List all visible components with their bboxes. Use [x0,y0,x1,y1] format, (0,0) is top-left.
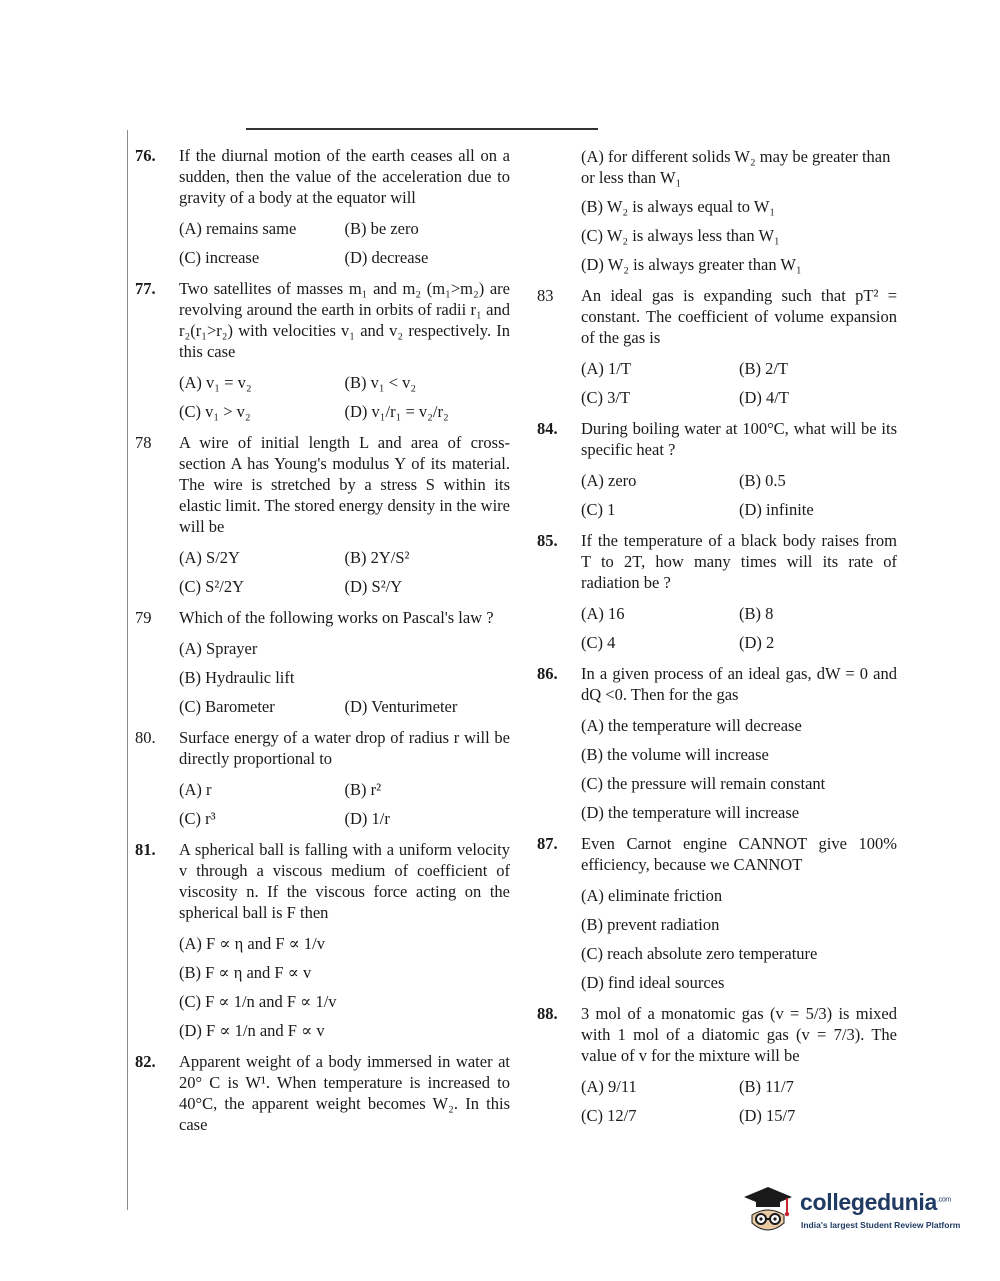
question-number: 80. [135,728,156,747]
answer-option: (B) 2/T [739,359,789,378]
options-list [581,466,897,524]
options-list [581,142,897,279]
question [537,530,897,657]
options-list [179,929,510,1045]
answer-option: (A) r [179,780,212,799]
answer-option: (B) 2Y/S² [344,548,410,567]
question-number: 87. [537,834,558,853]
answer-option: (A) F ∝ η and F ∝ 1/v [179,934,326,953]
answer-option: (C) the pressure will remain constant [581,774,826,793]
question-number: 88. [537,1004,558,1023]
question-number: 85. [537,531,558,550]
options-list [179,368,510,426]
options-list [179,634,510,721]
logo-wordmark: collegedunia [800,1189,937,1215]
answer-option: (B) v₁ < v₂ [344,373,417,392]
answer-option: (B) Hydraulic lift [179,668,295,687]
question [537,833,897,997]
answer-option: (D) 1/r [344,809,390,828]
question-text: 3 mol of a monatomic gas (v = 5/3) is mixed with 1 mol of a diatomic gas (v = 7/3). The value of v for the mixture will be [581,1004,897,1065]
options-list [581,711,897,827]
logo-tagline: India's largest Student Review Platform [801,1220,961,1230]
answer-option: (A) the temperature will decrease [581,716,802,735]
answer-option: (C) 1 [581,500,616,519]
answer-option: (A) remains same [179,219,297,238]
question [537,285,897,412]
options-list [581,881,897,997]
question-number: 86. [537,664,558,683]
question-text: Surface energy of a water drop of radius r will be directly proportional to [179,728,510,768]
question-text: Even Carnot engine CANNOT give 100% efficiency, because we CANNOT [581,834,897,874]
answer-option: (D) decrease [344,248,429,267]
answer-option: (C) S²/2Y [179,577,244,596]
answer-option: (D) F ∝ 1/n and F ∝ v [179,1021,325,1040]
answer-option: (B) be zero [344,219,419,238]
answer-option: (D) find ideal sources [581,973,725,992]
answer-option: (C) Barometer [179,697,275,716]
answer-option: (A) eliminate friction [581,886,723,905]
question-text: During boiling water at 100°C, what will be its specific heat ? [581,419,897,459]
answer-option: (D) S²/Y [344,577,403,596]
answer-option: (B) the volume will increase [581,745,769,764]
question [135,839,510,1045]
question [135,607,510,721]
answer-option: (A) 1/T [581,359,631,378]
options-list [581,1072,897,1130]
answer-option: (A) for different solids W₂ may be greater than or less than W₁ [581,147,891,187]
answer-option: (C) 3/T [581,388,631,407]
question-number: 83 [537,286,554,305]
answer-option: (D) the temperature will increase [581,803,800,822]
answer-option: (B) 8 [739,604,774,623]
answer-option: (B) 11/7 [739,1077,794,1096]
answer-option: (B) r² [344,780,382,799]
graduate-mascot-icon [740,1185,796,1237]
answer-option: (C) F ∝ 1/n and F ∝ 1/v [179,992,337,1011]
question-number: 78 [135,433,152,452]
question-text: Apparent weight of a body immersed in water at 20° C is W¹. When temperature is increased to 40°C, the apparent weight becomes W₂. In this case [179,1052,510,1134]
answer-option: (A) 9/11 [581,1077,637,1096]
collegedunia-logo [740,1185,970,1240]
answer-option: (B) W₂ is always equal to W₁ [581,197,776,216]
question-text: Two satellites of masses m₁ and m₂ (m₁>m₂) are revolving around the earth in orbits of radii r₁ and r₂(r₁>r₂) with velocities v₁ and v₂ respectively. In this case [179,279,510,361]
answer-option: (B) prevent radiation [581,915,720,934]
question [135,432,510,601]
question-text: If the temperature of a black body raises from T to 2T, how many times will its rate of radiation be ? [581,531,897,592]
question-number: 79 [135,608,152,627]
answer-option: (A) zero [581,471,637,490]
answer-option: (D) Venturimeter [344,697,458,716]
options-list [179,214,510,272]
options-list [581,354,897,412]
question [135,1051,510,1135]
answer-option: (A) S/2Y [179,548,240,567]
question-number: 82. [135,1052,156,1071]
left-column [135,145,510,1141]
question-text: In a given process of an ideal gas, dW = 0 and dQ <0. Then for the gas [581,664,897,704]
question-text: A spherical ball is falling with a uniform velocity v through a viscous medium of coefficient of viscosity n. If the viscous force acting on the spherical ball is F then [179,840,510,922]
options-list [581,599,897,657]
question [537,1003,897,1130]
question-text: A wire of initial length L and area of cross-section A has Young's modulus Y of its material. The wire is stretched by a stress S within its elastic limit. The stored energy density in the wire will be [179,433,510,536]
answer-option: (B) 0.5 [739,471,786,490]
question-number: 84. [537,419,558,438]
options-list [179,543,510,601]
question [135,727,510,833]
top-rule [246,128,598,130]
answer-option: (C) W₂ is always less than W₁ [581,226,780,245]
answer-option: (D) 4/T [739,388,789,407]
answer-option: (C) increase [179,248,260,267]
answer-option: (A) Sprayer [179,639,258,658]
margin-line [127,130,128,1210]
question [537,418,897,524]
answer-option: (D) W₂ is always greater than W₁ [581,255,802,274]
question-text: If the diurnal motion of the earth ceases all on a sudden, then the value of the acceleration due to gravity of a body at the equator will [179,146,510,207]
question-number: 76. [135,146,156,165]
question-number: 81. [135,840,156,859]
answer-option: (C) 12/7 [581,1106,637,1125]
options-list [179,775,510,833]
answer-option: (D) infinite [739,500,814,519]
question-number: 77. [135,279,156,298]
answer-option: (D) 15/7 [739,1106,796,1125]
answer-option: (D) v₁/r₁ = v₂/r₂ [344,402,449,421]
answer-option: (B) F ∝ η and F ∝ v [179,963,312,982]
answer-option: (A) 16 [581,604,625,623]
right-column [537,142,897,1136]
answer-option: (C) 4 [581,633,616,652]
answer-option: (C) reach absolute zero temperature [581,944,818,963]
answer-option: (A) v₁ = v₂ [179,373,252,392]
answer-option: (C) v₁ > v₂ [179,402,251,421]
question-text: An ideal gas is expanding such that pT² = constant. The coefficient of volume expansion of the gas is [581,286,897,347]
question-text: Which of the following works on Pascal's law ? [179,608,494,627]
answer-option: (C) r³ [179,809,216,828]
logo-domain: .com [936,1196,951,1204]
question [537,663,897,827]
question [135,278,510,426]
question [537,142,897,279]
question [135,145,510,272]
answer-option: (D) 2 [739,633,775,652]
